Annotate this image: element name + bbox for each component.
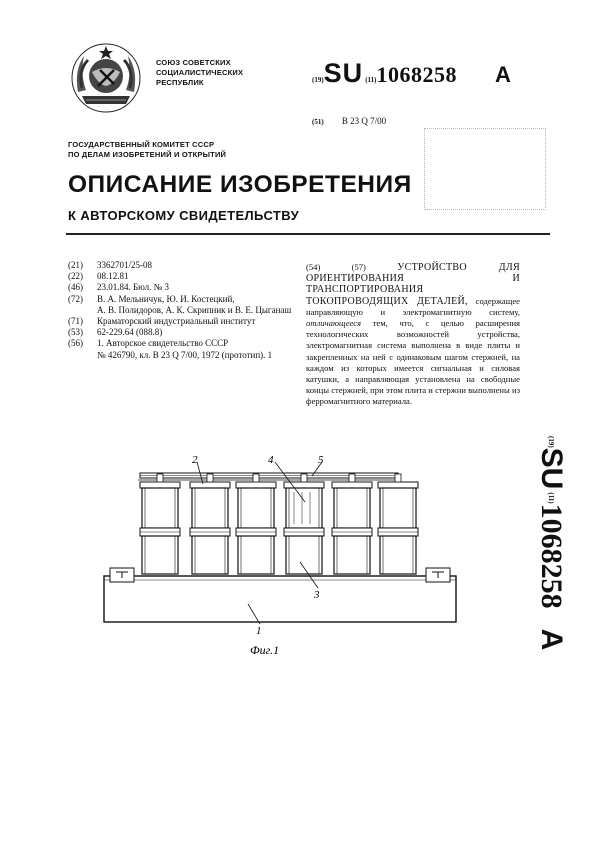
biblio-row	[68, 350, 300, 361]
biblio-code: (53)	[68, 327, 83, 338]
biblio-row	[68, 338, 300, 349]
side-document-number	[527, 436, 575, 682]
biblio-code: (46)	[68, 282, 83, 293]
committee	[68, 140, 226, 160]
figure-1	[100, 450, 460, 670]
ipc-prefix: (51)	[312, 118, 324, 126]
side-country-prefix: (19)	[547, 436, 555, 448]
doc-kind: A	[494, 62, 511, 87]
abstract	[306, 262, 520, 408]
biblio-text: А. В. Полидоров, А. К. Скрипник и В. Е. Цыганаш	[97, 304, 292, 315]
committee-line-1: ГОСУДАРСТВЕННЫЙ КОМИТЕТ СССР	[68, 140, 215, 149]
base-plate	[104, 576, 456, 622]
biblio-code	[68, 305, 97, 316]
biblio-text: 3362701/25-08	[97, 260, 152, 270]
side-kind: A	[535, 628, 568, 651]
coil-stack	[140, 474, 180, 574]
coil-array	[140, 474, 418, 574]
page-title: ОПИСАНИЕ ИЗОБРЕТЕНИЯ	[68, 171, 412, 198]
org-line-1: СОЮЗ СОВЕТСКИХ	[156, 58, 231, 67]
coil-stack	[190, 474, 230, 574]
side-country: SU	[535, 447, 568, 490]
biblio-text: 1. Авторское свидетельство СССР	[97, 338, 229, 349]
terminal-right	[426, 568, 450, 582]
label-plate: 1	[256, 625, 262, 637]
abstract-codes: (54) (57)	[306, 262, 366, 272]
ipc-class	[312, 116, 386, 126]
figure-caption: Фиг.1	[250, 643, 280, 657]
terminal-left	[110, 568, 134, 582]
doc-country-prefix: (19)	[312, 76, 324, 84]
biblio-text: Краматорский индустриальный институт	[97, 316, 256, 327]
side-number-prefix: (11)	[547, 492, 555, 504]
abstract-body-2: тем, что, с целью расширения технологических возможностей устройства, электромагнитная система выполнена в виде плиты и закрепленных на ней с одинаковым шагом стержней, на каждом из которых имеется сигнальная и силовая катушки, а направляющая установлена на свободные концы стержней, при этом плита и стержни выполнены из ферромагнитного материала.	[306, 318, 521, 407]
biblio-code: (71)	[68, 316, 83, 327]
org-line-3: РЕСПУБЛИК	[156, 78, 204, 87]
label-rod: 2	[192, 454, 198, 466]
biblio-text: 08.12.81	[97, 271, 129, 282]
biblio-row	[68, 260, 300, 271]
label-guide: 5	[318, 454, 324, 466]
biblio-code: (56)	[68, 338, 83, 349]
biblio-text: 23.01.84. Бюл. № 3	[97, 282, 169, 293]
stamp-area	[424, 128, 546, 210]
biblio-row	[68, 271, 300, 282]
biblio-code: (21)	[68, 260, 83, 270]
biblio-row	[68, 316, 300, 327]
coil-stack	[378, 474, 418, 574]
bibliographic-data	[68, 260, 300, 361]
label-signal-coil: 4	[268, 454, 274, 466]
document-number	[312, 58, 511, 89]
coil-stack	[284, 474, 324, 574]
abstract-title: УСТРОЙСТВО ДЛЯ ОРИЕНТИРОВАНИЯ И ТРАНСПОРТИРОВАНИЯ ТОКОПРОВОДЯЩИХ ДЕТАЛЕЙ,	[306, 262, 520, 307]
side-number: 1068258	[535, 503, 568, 609]
biblio-row	[68, 327, 300, 338]
figure-drawing	[100, 450, 460, 670]
biblio-text: В. А. Мельничук, Ю. И. Костецкий,	[97, 293, 235, 304]
label-power-coil: 3	[314, 589, 320, 601]
biblio-row	[68, 305, 300, 316]
abstract-body-1: содержащее направляющую и электромагнитную систему,	[306, 295, 520, 317]
biblio-code: (22)	[68, 271, 83, 282]
doc-number: 1068258	[376, 62, 457, 87]
biblio-code: (72)	[68, 293, 83, 304]
state-emblem	[68, 40, 144, 116]
coil-stack	[332, 474, 372, 574]
biblio-row	[68, 294, 300, 305]
biblio-text: № 426790, кл. В 23 Q 7/00, 1972 (прототип). 1	[97, 349, 273, 360]
biblio-text: 62-229.64 (088.8)	[97, 327, 163, 338]
coil-stack	[236, 474, 276, 574]
biblio-code	[68, 350, 97, 361]
header-divider	[66, 233, 550, 235]
committee-line-2: ПО ДЕЛАМ ИЗОБРЕТЕНИЙ И ОТКРЫТИЙ	[68, 150, 227, 159]
abstract-emphasis: отличающееся	[306, 318, 362, 329]
org-line-2: СОЦИАЛИСТИЧЕСКИХ	[156, 68, 244, 77]
doc-country: SU	[323, 58, 364, 88]
doc-number-prefix: (11)	[365, 76, 377, 84]
page-subtitle: К АВТОРСКОМУ СВИДЕТЕЛЬСТВУ	[68, 208, 300, 223]
org-name	[156, 58, 243, 88]
ipc-value: В 23 Q 7/00	[341, 116, 387, 126]
biblio-row	[68, 282, 300, 293]
